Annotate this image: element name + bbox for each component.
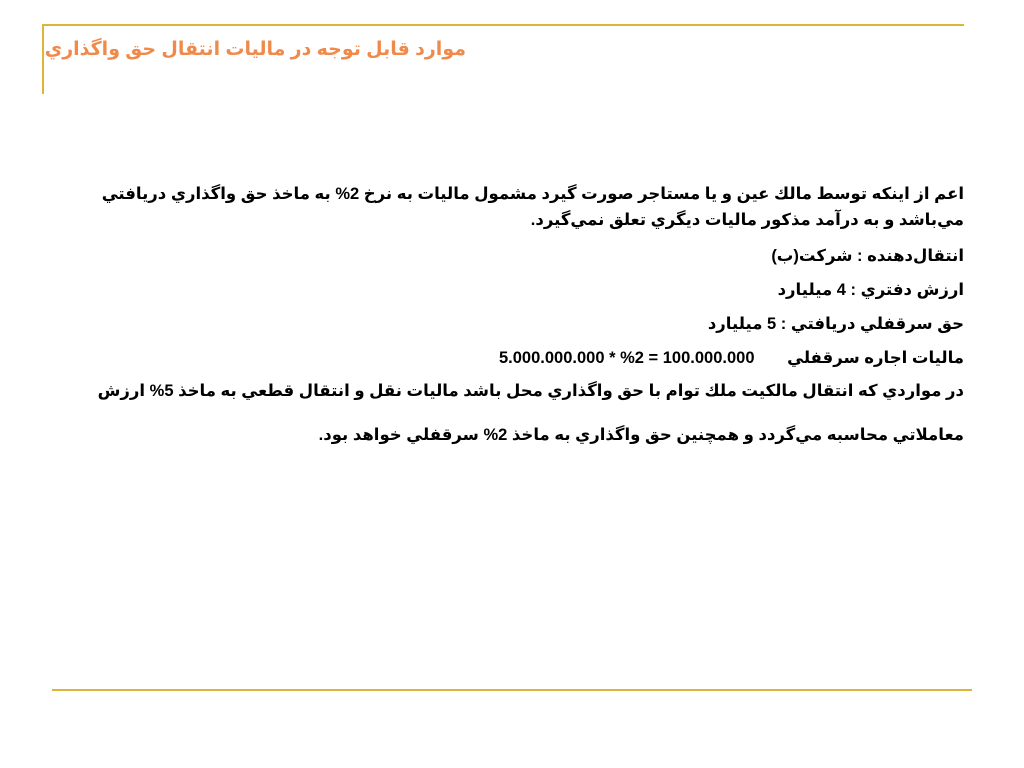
- intro-paragraph: اعم از اينكه توسط مالك عين و يا مستاجر صورت گيرد مشمول ماليات به نرخ 2% به ماخذ حق واگذاري دريافتي مي‌باشد و به درآمد مذكور ماليات ديگري تعلق نمي‌گيرد.: [101, 185, 964, 229]
- top-rule: [42, 24, 964, 26]
- left-rule: [42, 24, 44, 94]
- goodwill-received-line: حق سرقفلي دريافتي : 5 ميليارد: [707, 315, 964, 333]
- tax-formula: 5.000.000.000 * %2 = 100.000.000: [499, 349, 755, 367]
- tax-label: ماليات اجاره سرقفلي: [787, 349, 964, 367]
- closing-paragraph: در مواردي كه انتقال مالكيت ملك توام با حق واگذاري محل باشد ماليات نقل و انتقال قطعي به ماخذ 5% ارزش معاملاتي محاسبه مي‌گردد و همچنين حق واگذاري به ماخذ 2% سرقفلي خواهد بود.: [97, 382, 964, 444]
- slide-body: [72, 181, 964, 457]
- bottom-rule: [52, 689, 972, 691]
- slide-title: موارد قابل توجه در ماليات انتقال حق واگذاري: [44, 39, 466, 60]
- transferor-line: انتقال‌دهنده : شركت(ب): [771, 247, 964, 265]
- book-value-line: ارزش دفتري : 4 ميليارد: [777, 281, 964, 299]
